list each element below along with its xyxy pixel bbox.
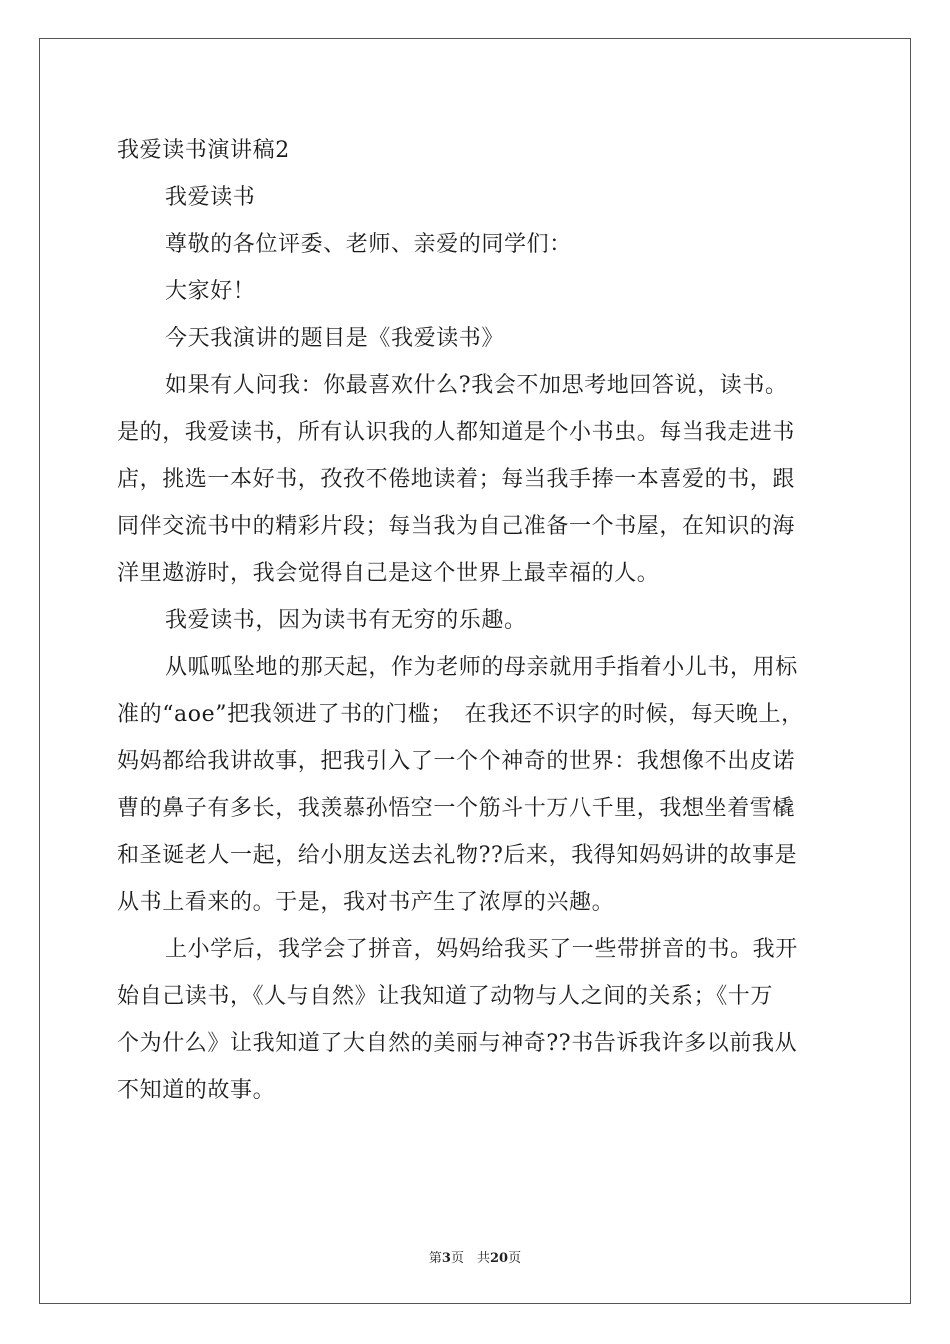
page-footer	[0, 1247, 950, 1266]
footer-suffix: 页	[508, 1251, 522, 1266]
text-line: 今天我演讲的题目是《我爱读书》	[165, 326, 505, 351]
text-line: 如果有人问我：你最喜欢什么?我会不加思考地回答说，读书。	[165, 373, 788, 398]
text-line: 我爱读书	[165, 185, 256, 210]
text-line: 个为什么》让我知道了大自然的美丽与神奇??书告诉我许多以前我从	[117, 1031, 798, 1056]
text-line: 从呱呱坠地的那天起，作为老师的母亲就用手指着小儿书，用标	[165, 655, 798, 680]
text-line: 妈妈都给我讲故事，把我引入了一个个神奇的世界：我想像不出皮诺	[117, 749, 796, 774]
footer-total-pages: 20	[489, 1251, 509, 1266]
document-title: 我爱读书演讲稿2	[117, 138, 290, 163]
footer-prefix: 第	[428, 1251, 442, 1266]
text-line: 洋里遨游时，我会觉得自己是这个世界上最幸福的人。	[117, 561, 660, 586]
text-line: 我爱读书，因为读书有无穷的乐趣。	[165, 608, 527, 633]
text-line: 曹的鼻子有多长，我羡慕孙悟空一个筋斗十万八千里，我想坐着雪橇	[117, 796, 796, 821]
text-line: 准的“aoe”把我领进了书的门槛； 在我还不识字的时候，每天晚上，	[117, 702, 804, 727]
text-line: 上小学后，我学会了拼音，妈妈给我买了一些带拼音的书。我开	[165, 937, 798, 962]
text-line: 始自己读书，《人与自然》让我知道了动物与人之间的关系；《十万	[117, 984, 774, 1009]
document-lines	[117, 174, 835, 1114]
text-line: 尊敬的各位评委、老师、亲爱的同学们：	[165, 232, 572, 257]
text-line: 从书上看来的。于是，我对书产生了浓厚的兴趣。	[117, 890, 615, 915]
document-body	[117, 127, 835, 1114]
text-line: 同伴交流书中的精彩片段；每当我为自己准备一个书屋，在知识的海	[117, 514, 796, 539]
text-line: 大家好！	[165, 279, 256, 304]
text-line: 是的，我爱读书，所有认识我的人都知道是个小书虫。每当我走进书	[117, 420, 796, 445]
footer-page-number: 3	[441, 1251, 451, 1266]
footer-mid: 页 共	[450, 1251, 490, 1266]
text-line: 不知道的故事。	[117, 1078, 276, 1103]
text-line: 和圣诞老人一起，给小朋友送去礼物??后来，我得知妈妈讲的故事是	[117, 843, 798, 868]
text-line: 店，挑选一本好书，孜孜不倦地读着；每当我手捧一本喜爱的书，跟	[117, 467, 796, 492]
